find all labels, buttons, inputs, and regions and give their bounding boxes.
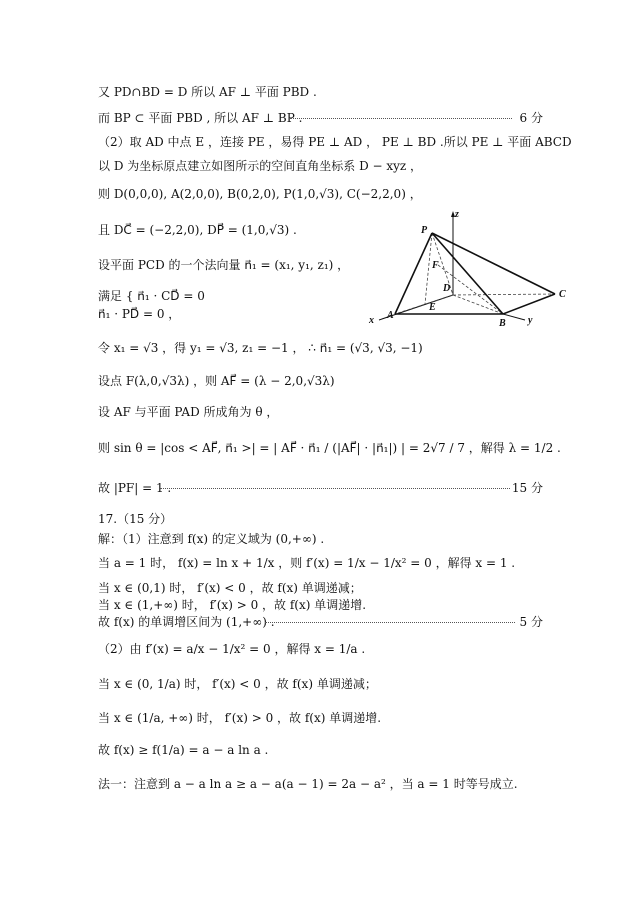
- line-1: 又 PD∩BD = D 所以 AF ⊥ 平面 PBD .: [98, 85, 317, 99]
- line-4: 以 D 为坐标原点建立如图所示的空间直角坐标系 D − xyz ，: [98, 159, 423, 173]
- line-3: （2）取 AD 中点 E ，连接 PE ，易得 PE ⊥ AD ， PE ⊥ BD .所以 PE ⊥ 平面 ABCD: [98, 135, 572, 149]
- line-25: 法一：注意到 a − a ln a ≥ a − a(a − 1) = 2a − a² ，当 a = 1 时等号成立.: [98, 777, 518, 791]
- line-23: 当 x ∈ (1/a, +∞) 时， f′(x) > 0 ，故 f(x) 单调递增.: [98, 711, 382, 725]
- line-14: 故 |PF| = 1 .: [98, 481, 172, 495]
- line-10: 令 x₁ = √3 ，得 y₁ = √3, z₁ = −1 ， ∴ n⃗₁ = (√3, √3, −1): [98, 341, 423, 355]
- score-5: 5 分: [519, 615, 543, 629]
- line-17: 当 a = 1 时， f(x) = ln x + 1/x ，则 f′(x) = 1/x − 1/x² = 0 ，解得 x = 1 .: [98, 556, 516, 570]
- leader-dots: [290, 118, 512, 119]
- line-7: 设平面 PCD 的一个法向量 n⃗₁ = (x₁, y₁, z₁) ，: [98, 258, 350, 272]
- line-6: 且 DC⃗ = (−2,2,0), DP⃗ = (1,0,√3) .: [98, 223, 297, 237]
- label-y: y: [528, 315, 533, 326]
- label-C: C: [559, 289, 566, 300]
- label-A: A: [387, 310, 394, 321]
- label-F: F: [432, 260, 439, 271]
- label-x: x: [369, 315, 374, 326]
- label-B: B: [499, 318, 506, 329]
- label-E: E: [429, 302, 436, 313]
- y-axis: [503, 314, 525, 320]
- line-22: 当 x ∈ (0, 1/a) 时， f′(x) < 0 ，故 f(x) 单调递减；: [98, 677, 377, 691]
- leader-dots: [160, 488, 510, 489]
- label-P: P: [421, 225, 428, 236]
- label-z: z: [455, 209, 459, 220]
- line-5: 则 D(0,0,0), A(2,0,0), B(0,2,0), P(1,0,√3), C(−2,2,0) ，: [98, 187, 422, 201]
- hidden-edges: [395, 233, 555, 314]
- visible-edges: [395, 233, 555, 314]
- leader-dots: [265, 622, 515, 623]
- score-15: 15 分: [511, 481, 543, 495]
- line-19: 当 x ∈ (1,+∞) 时， f′(x) > 0 ，故 f(x) 单调递增.: [98, 598, 367, 612]
- line-18: 当 x ∈ (0,1) 时， f′(x) < 0 ，故 f(x) 单调递减；: [98, 581, 362, 595]
- line-24: 故 f(x) ≥ f(1/a) = a − a ln a .: [98, 743, 269, 757]
- line-11: 设点 F(λ,0,√3λ) ，则 AF⃗ = (λ − 2,0,√3λ): [98, 374, 335, 388]
- line-2: 而 BP ⊂ 平面 PBD , 所以 AF ⊥ BP .: [98, 111, 303, 125]
- score-6: 6 分: [519, 111, 543, 125]
- pyramid-figure: [365, 205, 577, 335]
- line-20: 故 f(x) 的单调增区间为 (1,+∞) .: [98, 615, 275, 629]
- line-9: n⃗₁ · PD⃗ = 0 ，: [98, 307, 181, 321]
- line-16: 解：（1）注意到 f(x) 的定义域为 (0,+∞) .: [98, 532, 325, 546]
- line-12: 设 AF 与平面 PAD 所成角为 θ ，: [98, 405, 279, 419]
- line-13: 则 sin θ = |cos < AF⃗, n⃗₁ >| = | AF⃗ · n⃗₁ / (|AF⃗| · |n⃗₁|) | = 2√7 / 7 ，解得 λ = 1/2 .: [98, 441, 561, 455]
- line-8: 满足 { n⃗₁ · CD⃗ = 0: [98, 289, 205, 303]
- line-15: 17.（15 分）: [98, 512, 173, 526]
- label-D: D: [443, 283, 451, 294]
- line-21: （2）由 f′(x) = a/x − 1/x² = 0 ，解得 x = 1/a .: [98, 642, 366, 656]
